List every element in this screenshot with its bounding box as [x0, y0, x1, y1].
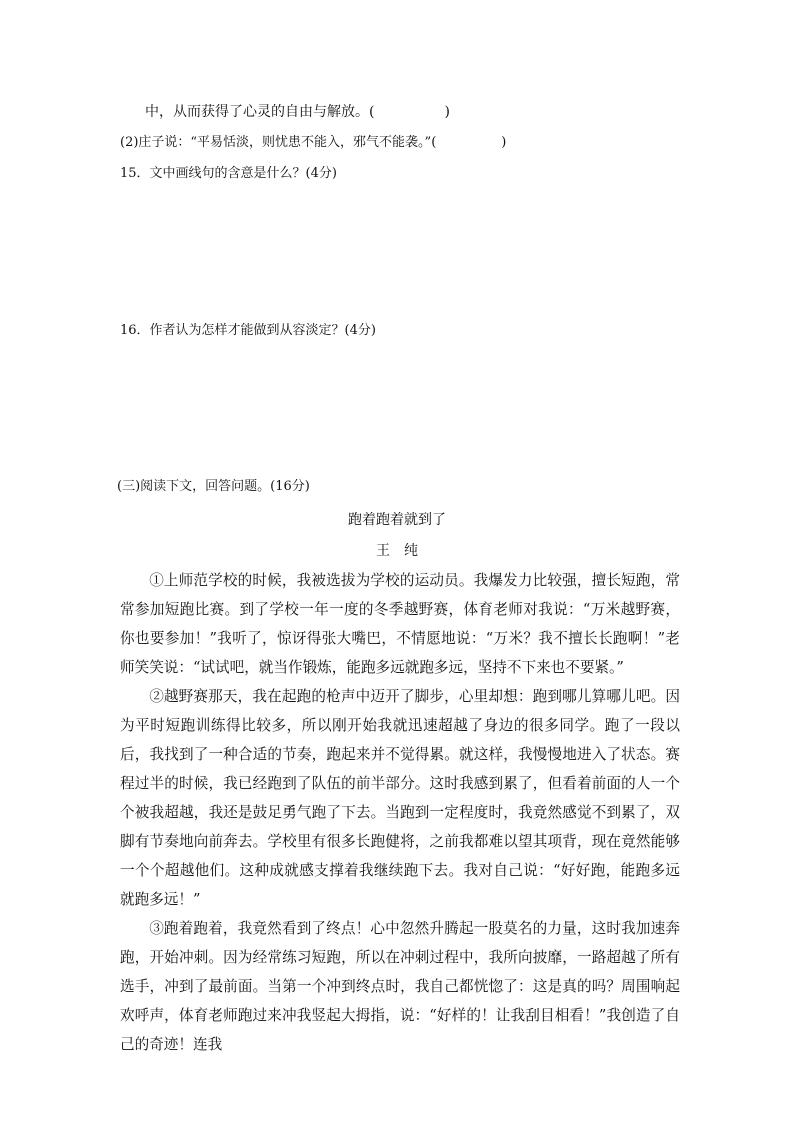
question-15: 15．文中画线句的含意是什么？(4分) [120, 166, 337, 181]
question-14-item-1-continuation: 中，从而获得了心灵的自由与解放。( ) [145, 104, 450, 120]
article-paragraph-1: ①上师范学校的时候，我被选拔为学校的运动员。我爆发力比较强，擅长短跑，常常参加短跑比赛。到了学校一年一度的冬季越野赛，体育老师对我说：“万米越野赛，你也要参加！”我听了，惊讶得张大嘴巴，不情愿地说：“万米？我不擅长长跑啊！”老师笑笑说：“试试吧，就当作锻炼，能跑多远就跑多远，坚持不下来也不要紧。” [120, 572, 680, 676]
article-body [120, 566, 680, 1059]
question-16: 16．作者认为怎样才能做到从容淡定？(4分) [120, 323, 376, 338]
section-3-heading: (三)阅读下文，回答问题。(16分) [117, 479, 310, 494]
article-title: 跑着跑着就到了 [348, 512, 446, 528]
article-paragraph-3: ③跑着跑着，我竟然看到了终点！心中忽然升腾起一股莫名的力量，这时我加速奔跑，开始冲刺。因为经常练习短跑，所以在冲刺过程中，我所向披靡，一路超越了所有选手，冲到了最前面。当第一个冲到终点时，我自己都恍惚了：这是真的吗？周围响起欢呼声，体育老师跑过来冲我竖起大拇指，说：“好样的！让我刮目相看！”我创造了自己的奇迹！连我 [120, 920, 680, 1053]
question-14-item-2: (2)庄子说：“平易恬淡，则忧患不能入，邪气不能袭。”( ) [120, 135, 507, 150]
article-paragraph-2: ②越野赛那天，我在起跑的枪声中迈开了脚步，心里却想：跑到哪儿算哪儿吧。因为平时短跑训练得比较多，所以刚开始我就迅速超越了身边的很多同学。跑了一段以后，我找到了一种合适的节奏，跑起来并不觉得累。就这样，我慢慢地进入了状态。赛程过半的时候，我已经跑到了队伍的前半部分。这时我感到累了，但看着前面的人一个个被我超越，我还是鼓足勇气跑了下去。当跑到一定程度时，我竟然感觉不到累了，双脚有节奏地向前奔去。学校里有很多长跑健将，之前我都难以望其项背，现在竟然能够一个个超越他们。这种成就感支撑着我继续跑下去。我对自己说：“好好跑，能跑多远就跑多远！” [120, 688, 680, 908]
article-author: 王 纯 [376, 543, 418, 559]
